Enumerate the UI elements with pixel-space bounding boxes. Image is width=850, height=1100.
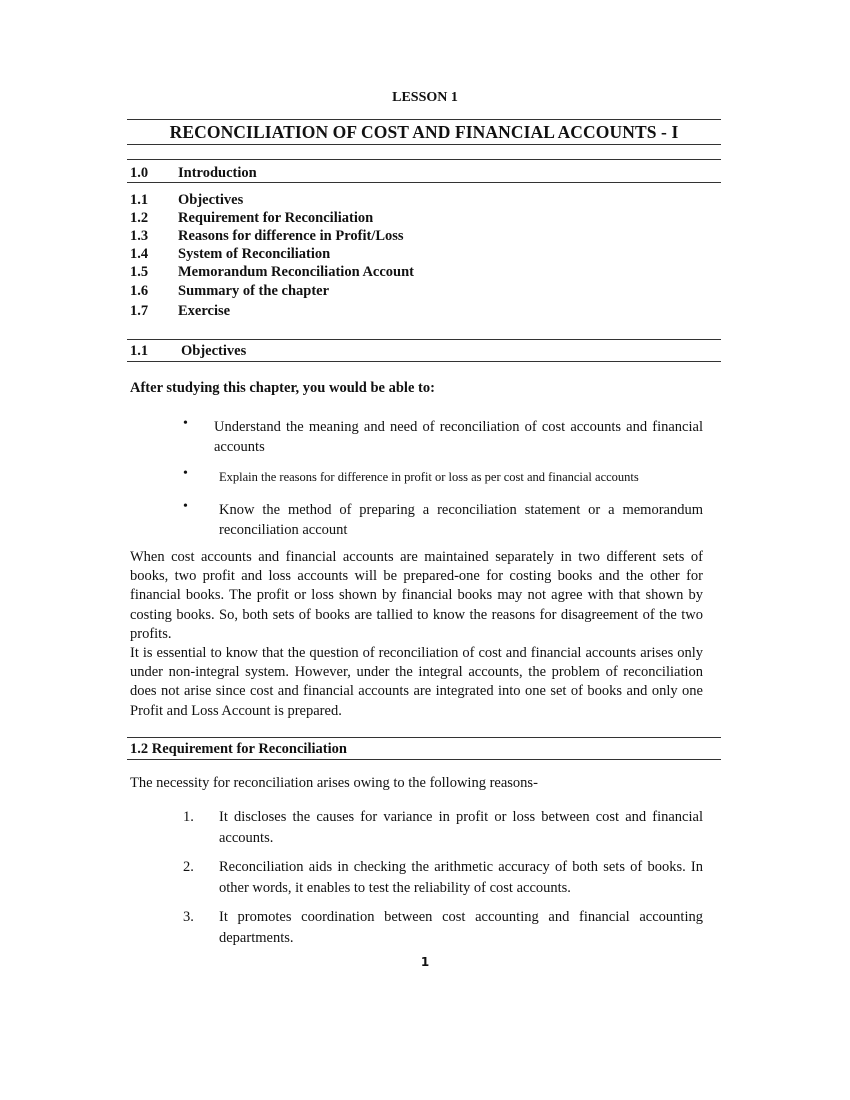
section-title: Objectives: [181, 343, 247, 359]
bullet-text: Explain the reasons for difference in profit or loss as per cost and financial accounts: [219, 470, 639, 484]
toc-label: Exercise: [178, 303, 231, 319]
item-text: It discloses the causes for variance in profit or loss between cost and financial accounts.: [219, 809, 703, 846]
item-number: 3.: [183, 909, 194, 925]
toc-item-summary: [130, 282, 329, 300]
toc-item-introduction: [130, 164, 257, 182]
toc-item-system: [130, 245, 330, 263]
bullet-icon: •: [183, 416, 188, 431]
title-bottom-rule: [127, 144, 721, 145]
objectives-paragraph-1: When cost accounts and financial accounts are maintained separately in two different sets of books, two profit and loss accounts will be prepared-one for costing books and the other for financial books. The profit or loss shown by financial books may not agree with that shown by costing books. So, both sets of books are tallied to know the reasons for disagreement of the two profits.: [130, 549, 703, 642]
toc-top-rule: [127, 159, 721, 160]
section-heading-requirement: 1.2 Requirement for Reconciliation: [130, 741, 347, 757]
toc-item-memorandum: [130, 263, 414, 281]
toc-label: Objectives: [178, 192, 244, 208]
toc-label: Introduction: [178, 165, 257, 181]
item-text: It promotes coordination between cost accounting and financial accounting departments.: [219, 909, 703, 946]
item-text: Reconciliation aids in checking the arithmetic accuracy of both sets of books. In other words, it enables to test the reliability of cost accounts.: [219, 859, 703, 896]
objectives-lead: After studying this chapter, you would be able to:: [130, 380, 435, 396]
page-number: 1: [420, 955, 430, 969]
toc-number: 1.3: [130, 228, 149, 244]
toc-item-objectives: [130, 191, 243, 209]
toc-item-exercise: [130, 302, 230, 320]
toc-number: 1.5: [130, 264, 149, 280]
item-number: 1.: [183, 809, 194, 825]
objectives-bottom-rule: [127, 361, 721, 362]
toc-number: 1.1: [130, 192, 149, 208]
lesson-label: LESSON 1: [392, 90, 458, 105]
requirement-intro: The necessity for reconciliation arises owing to the following reasons-: [130, 775, 538, 791]
toc-item-reasons: [130, 227, 404, 245]
toc-label: System of Reconciliation: [178, 246, 331, 262]
toc-number: 1.6: [130, 283, 149, 299]
toc-intro-rule: [127, 182, 721, 183]
toc-label: Summary of the chapter: [178, 283, 330, 299]
toc-label: Requirement for Reconciliation: [178, 210, 374, 226]
toc-number: 1.4: [130, 246, 149, 262]
toc-label: Memorandum Reconciliation Account: [178, 264, 415, 280]
bullet-icon: •: [183, 466, 188, 481]
requirement-top-rule: [127, 737, 721, 738]
section-heading-objectives: [130, 343, 246, 360]
section-number: 1.1: [130, 343, 149, 359]
objectives-top-rule: [127, 339, 721, 340]
toc-item-requirement: [130, 209, 373, 227]
title-top-rule: [127, 119, 721, 120]
item-number: 2.: [183, 859, 194, 875]
requirement-bottom-rule: [127, 759, 721, 760]
toc-number: 1.7: [130, 303, 149, 319]
page-title: RECONCILIATION OF COST AND FINANCIAL ACCOUNTS - I: [169, 122, 679, 142]
objectives-paragraph-2: It is essential to know that the question of reconciliation of cost and financial accounts arises only under non-integral system. However, under the integral accounts, the problem of reconciliation does not arise since cost and financial accounts are integrated into one set of books and only one Profit and Loss Account is prepared.: [130, 645, 703, 719]
bullet-text: Understand the meaning and need of reconciliation of cost accounts and financial accounts: [214, 419, 703, 455]
toc-number: 1.2: [130, 210, 149, 226]
bullet-text: Know the method of preparing a reconciliation statement or a memorandum reconciliation account: [219, 502, 703, 538]
bullet-icon: •: [183, 499, 188, 514]
toc-label: Reasons for difference in Profit/Loss: [178, 228, 404, 244]
toc-number: 1.0: [130, 165, 149, 181]
